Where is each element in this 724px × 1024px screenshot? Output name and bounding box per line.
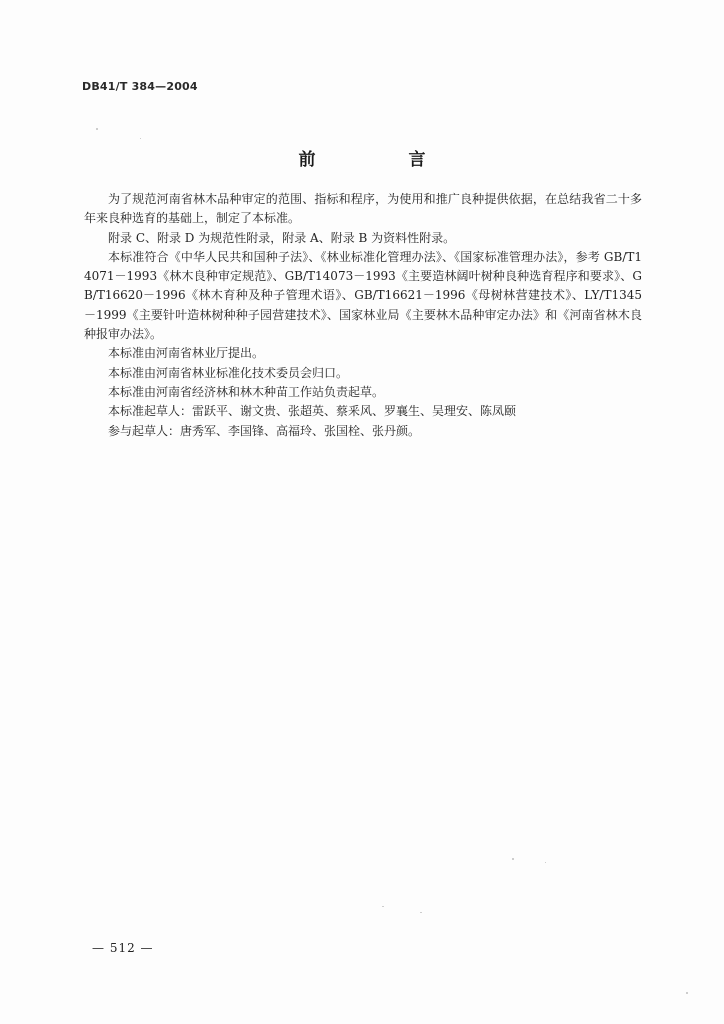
foreword-body [84,190,642,441]
page-number: — 512 — [92,941,154,955]
paragraph-participants: 参与起草人：唐秀军、李国锋、高福玲、张国栓、张丹颜。 [108,423,421,438]
paragraph-purpose: 为了规范河南省林木品种审定的范围、指标和程序，为使用和推广良种提供依据，在总结我省二十多年来良种选育的基础上，制定了本标准。 [84,192,642,226]
paragraph-references: 本标准符合《中华人民共和国种子法》、《林业标准化管理办法》、《国家标准管理办法》，参考 GB/T14071－1993《林木良种审定规范》、GB/T14073－1993《主要造林阔叶树种良种选育程序和要求》、GB/T16620－1996《林木育种及种子管理术语》、GB/T16621－1996《母树林营建技术》、LY/T1345－1999《主要针叶造林树种种子园营建技术》、国家林业局《主要林木品种审定办法》和《河南省林木良种报审办法》。 [84,249,642,342]
page-title: 前 言 [298,150,464,170]
scan-speck [686,992,688,994]
scan-speck [140,138,141,139]
scan-speck [420,912,422,913]
scan-speck [512,858,514,860]
paragraph-appendix: 附录 C、附录 D 为规范性附录，附录 A、附录 B 为资料性附录。 [108,230,456,245]
paragraph-proposer: 本标准由河南省林业厅提出。 [108,346,265,361]
paragraph-drafting-unit: 本标准由河南省经济林和林木种苗工作站负责起草。 [108,384,385,399]
paragraph-drafters: 本标准起草人：雷跃平、谢文贵、张超英、蔡釆风、罗襄生、吴理安、陈凤颐 [108,404,517,419]
standard-code: DB41/T 384—2004 [82,80,198,93]
scan-speck [382,906,384,907]
scan-speck [545,862,546,863]
paragraph-centralized: 本标准由河南省林业标准化技术委员会归口。 [108,365,349,380]
scan-speck [96,128,98,130]
